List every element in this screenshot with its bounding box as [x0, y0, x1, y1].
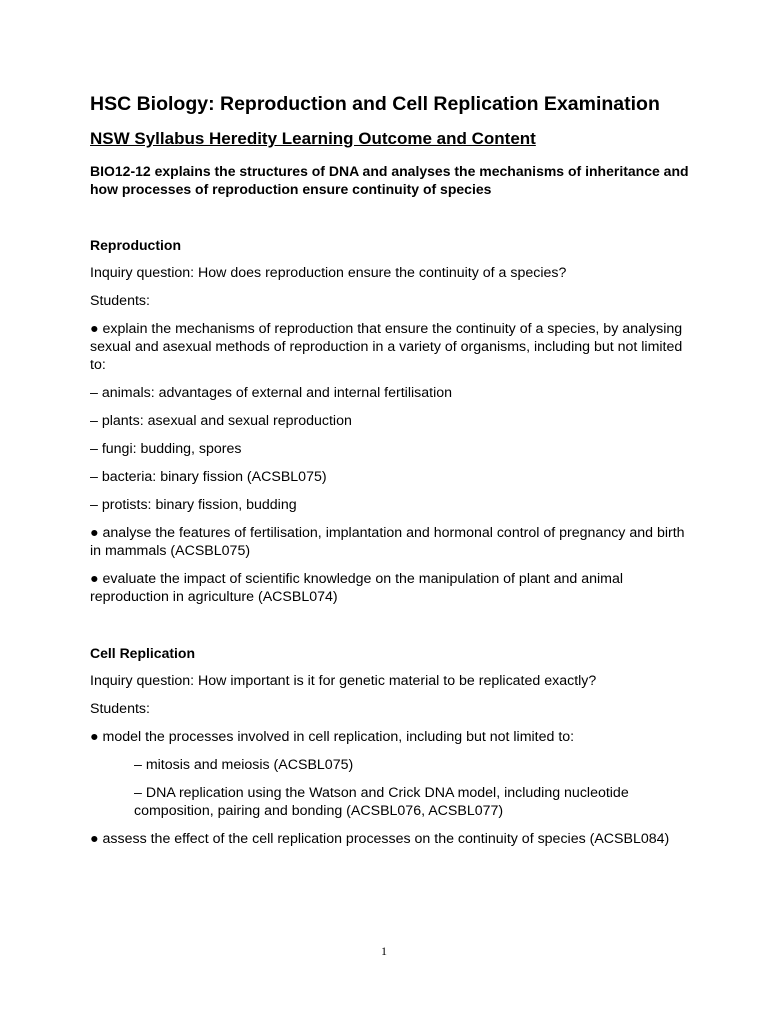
- reproduction-heading: Reproduction: [90, 237, 181, 253]
- cell-replication-inquiry: Inquiry question: How important is it for genetic material to be replicated exactly?: [90, 673, 597, 689]
- cell-replication-subitem: – DNA replication using the Watson and Crick DNA model, including nucleotide composition, pairing and bonding (ACSBL076, ACSBL077): [134, 785, 629, 819]
- document-title: HSC Biology: Reproduction and Cell Replication Examination: [90, 93, 660, 115]
- reproduction-item: – plants: asexual and sexual reproduction: [90, 413, 352, 429]
- reproduction-item: – bacteria: binary fission (ACSBL075): [90, 469, 327, 485]
- reproduction-inquiry: Inquiry question: How does reproduction ensure the continuity of a species?: [90, 265, 567, 281]
- document-page: [90, 92, 690, 848]
- cell-replication-students: Students:: [90, 701, 150, 717]
- reproduction-students: Students:: [90, 293, 150, 309]
- cell-replication-heading: Cell Replication: [90, 645, 196, 661]
- page-number: 1: [381, 944, 387, 958]
- reproduction-item: – animals: advantages of external and internal fertilisation: [90, 385, 452, 401]
- cell-replication-subitem: – mitosis and meiosis (ACSBL075): [134, 757, 354, 773]
- reproduction-item: – protists: binary fission, budding: [90, 497, 297, 513]
- learning-outcome: BIO12-12 explains the structures of DNA and analyses the mechanisms of inheritance and how processes of reproduction ensure continuity of species: [90, 163, 689, 197]
- reproduction-item: ● explain the mechanisms of reproduction that ensure the continuity of a species, by analysing sexual and asexual methods of reproduction in a variety of organisms, including but not limited to:: [90, 321, 683, 373]
- reproduction-item: ● evaluate the impact of scientific knowledge on the manipulation of plant and animal reproduction in agriculture (ACSBL074): [90, 571, 624, 605]
- reproduction-item: – fungi: budding, spores: [90, 441, 242, 457]
- reproduction-item: ● analyse the features of fertilisation, implantation and hormonal control of pregnancy and birth in mammals (ACSBL075): [90, 525, 685, 559]
- cell-replication-item: ● model the processes involved in cell replication, including but not limited to:: [90, 729, 575, 745]
- reproduction-section: [90, 236, 690, 606]
- syllabus-subtitle: NSW Syllabus Heredity Learning Outcome and Content: [90, 129, 536, 148]
- cell-replication-section: [90, 644, 690, 848]
- cell-replication-item: ● assess the effect of the cell replication processes on the continuity of species (ACSBL084): [90, 831, 670, 847]
